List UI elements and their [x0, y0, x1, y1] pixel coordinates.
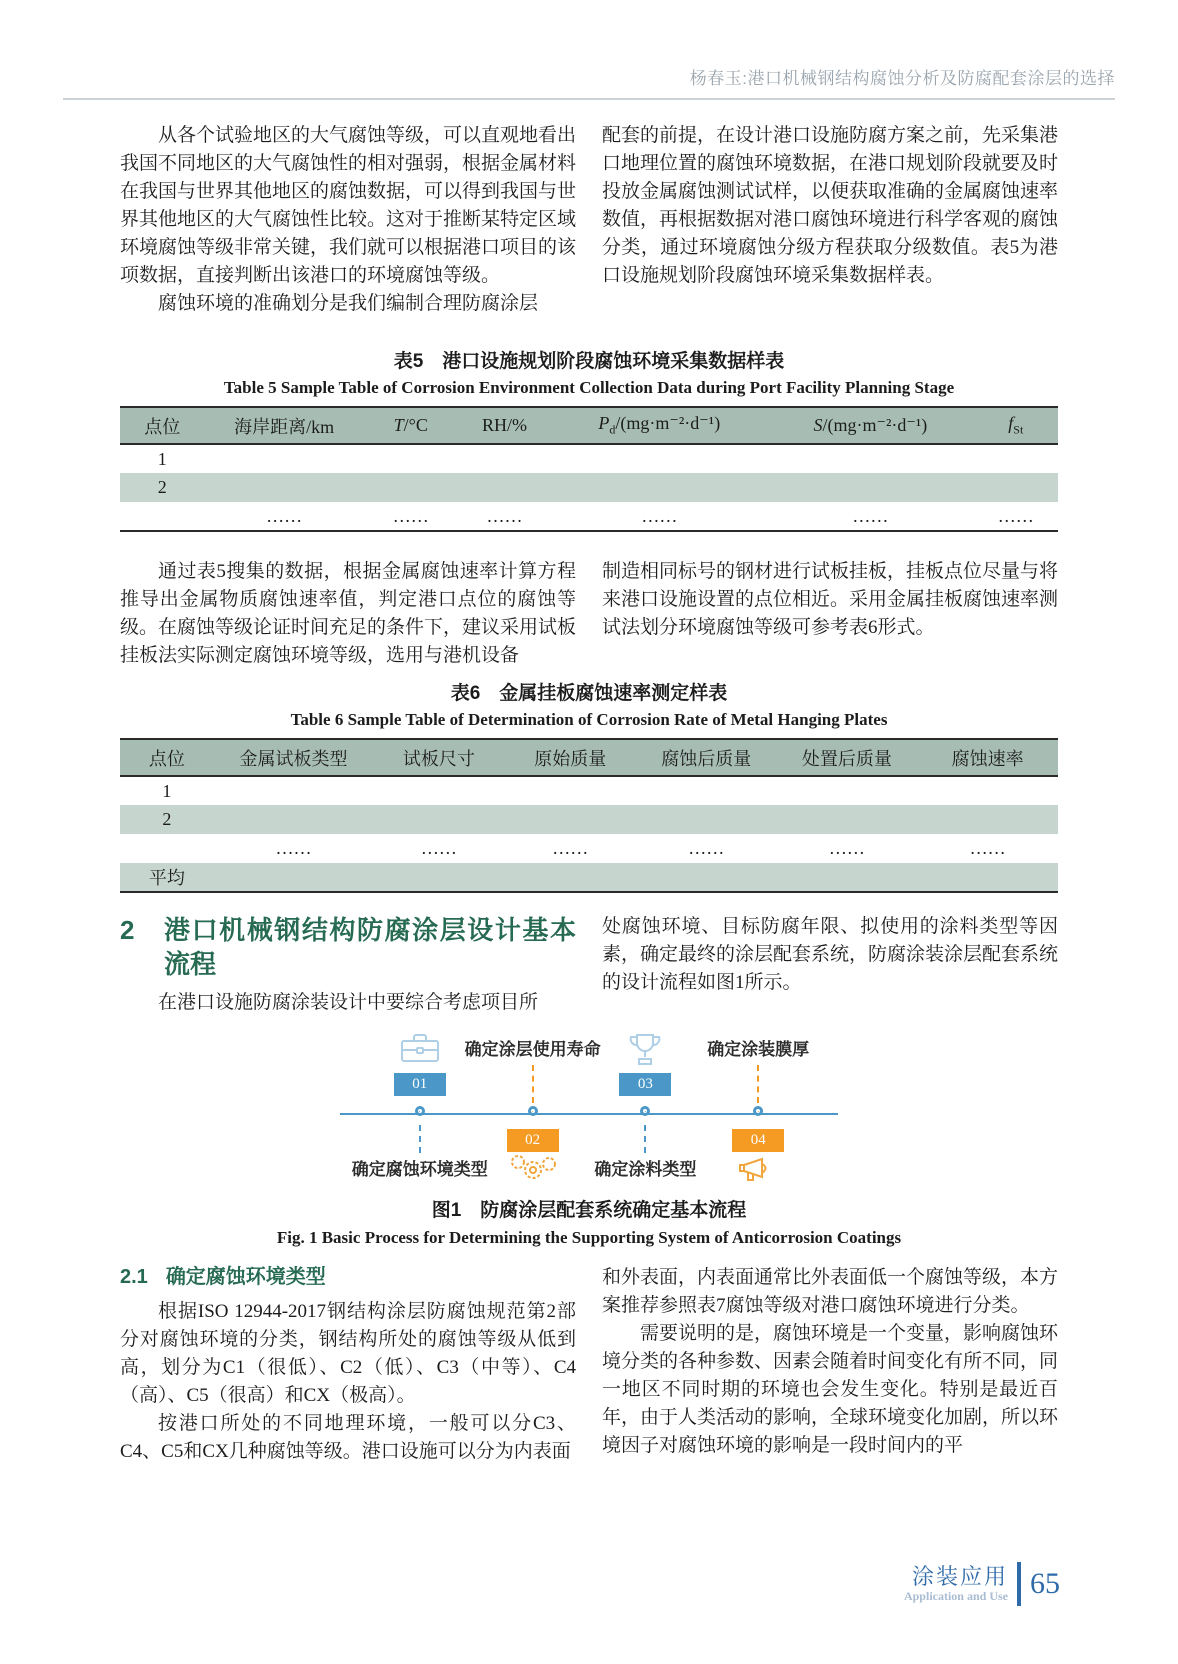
table5-title-en: Table 5 Sample Table of Corrosion Environment Collection Data during Port Facility Planning Stage	[223, 378, 955, 397]
table5	[120, 406, 1058, 532]
table-cell	[974, 473, 1058, 502]
timeline-node	[528, 1106, 538, 1116]
table-cell	[364, 444, 458, 473]
paragraph: 配套的前提，在设计港口设施防腐方案之前，先采集港口地理位置的腐蚀环境数据，在港口规划阶段就要及时投放金属腐蚀测试试样，以便获取准确的金属腐蚀速率数值，再根据数据对港口腐蚀环境进行科学客观的腐蚀分类，通过环境腐蚀分级方程获取分级数值。表5为港口设施规划阶段腐蚀环境采集数据样表。	[602, 125, 1059, 286]
table-row	[120, 776, 1058, 805]
table-cell	[373, 863, 504, 892]
section21-heading	[120, 1264, 576, 1290]
table-cell	[917, 776, 1058, 805]
figure1-block	[120, 1029, 1058, 1248]
table-cell: 2	[157, 477, 167, 497]
table6-title-en: Table 6 Sample Table of Determination of Corrosion Rate of Metal Hanging Plates	[290, 710, 888, 729]
table-cell	[551, 473, 767, 502]
table-cell: ……	[392, 505, 429, 526]
mid-left-column	[120, 558, 576, 670]
section21-left-column	[120, 1264, 576, 1466]
paragraph: 制造相同标号的钢材进行试板挂板，挂板点位尽量与将来港口设施设置的点位相近。采用金属挂板腐蚀速率测试法划分环境腐蚀等级可参考表6形式。	[602, 561, 1059, 638]
step-badge: 02	[507, 1129, 559, 1152]
connector-dash	[644, 1125, 646, 1153]
megaphone-icon	[738, 1153, 778, 1192]
table5-block	[120, 346, 1058, 532]
trophy-icon	[627, 1031, 663, 1074]
section21-title: 确定腐蚀环境类型	[165, 1266, 326, 1288]
timeline-node	[753, 1106, 763, 1116]
table-cell	[505, 863, 636, 892]
table-cell	[777, 805, 918, 834]
table-row	[120, 805, 1058, 834]
table-header-row	[120, 407, 1058, 444]
connector-dash	[757, 1065, 759, 1103]
table-cell	[777, 863, 918, 892]
running-header-title: 杨春玉:港口机械钢结构腐蚀分析及防腐配套涂层的选择	[689, 69, 1115, 88]
page-footer	[904, 1562, 1060, 1606]
column-header: 点位	[148, 748, 185, 769]
flow-diagram	[351, 1029, 824, 1181]
mid-right-column	[602, 558, 1058, 670]
figure1-caption-cn: 图1 防腐涂层配套系统确定基本流程	[431, 1200, 747, 1221]
table-cell: ……	[420, 838, 457, 858]
table-cell	[505, 776, 636, 805]
table-cell: ……	[969, 838, 1006, 858]
table-cell: ……	[641, 505, 678, 526]
column-header: 金属试板类型	[239, 748, 348, 769]
journal-name-en: Application and Use	[903, 1589, 1008, 1603]
table-cell: 1	[157, 448, 167, 469]
column-header: RH/%	[482, 415, 528, 435]
timeline-node	[415, 1106, 425, 1116]
table-cell: ……	[275, 838, 312, 858]
step-badge: 01	[394, 1073, 446, 1096]
step-badge: 04	[732, 1129, 784, 1152]
step-label: 确定涂装膜厚	[707, 1040, 810, 1059]
table-cell	[373, 776, 504, 805]
table-cell: ……	[852, 505, 889, 526]
table-cell	[214, 863, 373, 892]
section2-right-column	[602, 913, 1058, 1017]
table-cell	[917, 863, 1058, 892]
column-header: 试板尺寸	[402, 748, 475, 769]
column-header: 原始质量	[534, 748, 607, 769]
table-header-row	[120, 739, 1058, 776]
paragraph: 从各个试验地区的大气腐蚀等级，可以直观地看出我国不同地区的大气腐蚀性的相对强弱，根据金属材料在我国与世界其他地区的腐蚀数据，可以得到我国与世界其他地区的大气腐蚀性比较。这对于推断某特定区域环境腐蚀等级非常关键，我们就可以根据港口项目的该项数据，直接判断出该港口的环境腐蚀等级。	[120, 125, 577, 286]
section2-number: 2	[120, 915, 135, 945]
table-cell: 平均	[148, 868, 185, 888]
table-cell: ……	[997, 505, 1034, 526]
section21-right-column	[602, 1264, 1058, 1466]
table-cell	[120, 834, 214, 863]
intro-right-column	[602, 122, 1058, 318]
table-cell: ……	[486, 505, 523, 526]
table5-title-cn: 表5 港口设施规划阶段腐蚀环境采集数据样表	[393, 351, 785, 372]
column-header: T/°C	[393, 415, 428, 435]
connector-dash	[419, 1125, 421, 1153]
section21-number: 2.1	[120, 1266, 148, 1288]
paragraph: 处腐蚀环境、目标防腐年限、拟使用的涂料类型等因素，确定最终的涂层配套系统，防腐涂装涂层配套系统的设计流程如图1所示。	[602, 916, 1059, 993]
connector-dash	[532, 1065, 534, 1103]
table-cell	[917, 805, 1058, 834]
paragraph: 根据ISO 12944-2017钢结构涂层防腐蚀规范第2部分对腐蚀环境的分类，钢结构所处的腐蚀等级从低到高，划分为C1（很低）、C2（低）、C3（中等）、C4（高）、C5（很高）和CX（极高）。	[120, 1301, 576, 1406]
table-cell	[777, 776, 918, 805]
paragraph: 通过表5搜集的数据，根据金属腐蚀速率计算方程推导出金属物质腐蚀速率值，判定港口点位的腐蚀等级。在腐蚀等级论证时间充足的条件下，建议采用试板挂板法实际测定腐蚀环境等级，选用与港机设备	[120, 561, 577, 666]
step-label: 确定涂料类型	[594, 1160, 697, 1179]
column-header: 腐蚀后质量	[661, 748, 752, 769]
column-header: S/(mg·m⁻²·d⁻¹)	[813, 415, 928, 435]
page-number: 65	[1030, 1567, 1060, 1600]
section21-columns	[120, 1264, 1058, 1466]
table-cell	[204, 473, 363, 502]
table-cell	[458, 473, 552, 502]
paragraph: 需要说明的是，腐蚀环境是一个变量，影响腐蚀环境分类的各种参数、因素会随着时间变化有所不同，同一地区不同时期的环境也会发生变化。特别是最近百年，由于人类活动的影响，全球环境变化加剧，所以环境因子对腐蚀环境的影响是一段时间内的平	[602, 1323, 1059, 1456]
paragraph: 腐蚀环境的准确划分是我们编制合理防腐涂层	[158, 293, 539, 314]
intro-left-column	[120, 122, 576, 318]
table-cell: ……	[828, 838, 865, 858]
table-row	[120, 863, 1058, 892]
column-header: 腐蚀速率	[951, 748, 1024, 769]
briefcase-icon	[398, 1031, 442, 1070]
table-row	[120, 473, 1058, 502]
running-header	[63, 64, 1115, 100]
column-header: $f_{St}$	[1008, 413, 1024, 437]
step-label: 确定涂层使用寿命	[464, 1040, 601, 1059]
table-cell	[636, 776, 777, 805]
table-row	[120, 444, 1058, 473]
table-row	[120, 834, 1058, 863]
column-header: 处置后质量	[801, 748, 892, 769]
step-badge: 03	[619, 1073, 671, 1096]
section2-left-column	[120, 913, 576, 1017]
section2-title: 港口机械钢结构防腐涂层设计基本流程	[164, 915, 576, 979]
table-cell: ……	[688, 838, 725, 858]
table-cell: ……	[266, 505, 303, 526]
table-cell	[974, 444, 1058, 473]
intro-columns	[120, 122, 1058, 318]
table-cell	[551, 444, 767, 473]
table-cell	[214, 776, 373, 805]
table-row	[120, 502, 1058, 531]
table-cell	[767, 473, 973, 502]
table-cell	[364, 473, 458, 502]
column-header: 点位	[144, 416, 181, 437]
section2-heading	[120, 913, 576, 981]
table-cell	[458, 444, 552, 473]
table-cell: 1	[162, 780, 172, 801]
paragraph: 和外表面，内表面通常比外表面低一个腐蚀等级，本方案推荐参照表7腐蚀等级对港口腐蚀环境进行分类。	[602, 1267, 1059, 1316]
column-header: $P_d/(mg\cdot m^{-2}\cdot d^{-1})$	[598, 413, 721, 437]
section2-columns	[120, 913, 1058, 1017]
table-cell: ……	[552, 838, 589, 858]
table-cell: 2	[162, 809, 172, 829]
table-cell	[636, 863, 777, 892]
table6-block	[120, 678, 1058, 893]
table-cell	[214, 805, 373, 834]
paragraph: 在港口设施防腐涂装设计中要综合考虑项目所	[158, 992, 539, 1013]
gears-icon	[507, 1153, 559, 1188]
page-content	[120, 122, 1058, 1466]
footer-divider-bar	[1017, 1562, 1021, 1606]
table-cell	[505, 805, 636, 834]
journal-name-cn: 涂装应用	[911, 1564, 1008, 1589]
table-cell	[204, 444, 363, 473]
figure1-caption-en: Fig. 1 Basic Process for Determining the Supporting System of Anticorrosion Coatings	[276, 1228, 902, 1247]
table-cell	[120, 502, 204, 531]
step-label: 确定腐蚀环境类型	[351, 1160, 488, 1179]
journal-name	[904, 1565, 1008, 1603]
table-cell	[767, 444, 973, 473]
timeline-node	[640, 1106, 650, 1116]
column-header: 海岸距离/km	[234, 416, 335, 437]
table-cell	[373, 805, 504, 834]
table6-title-cn: 表6 金属挂板腐蚀速率测定样表	[450, 683, 728, 704]
table6	[120, 738, 1058, 893]
paragraph: 按港口所处的不同地理环境，一般可以分C3、C4、C5和CX几种腐蚀等级。港口设施可以分为内表面	[120, 1413, 576, 1462]
table-cell	[636, 805, 777, 834]
mid-columns	[120, 558, 1058, 670]
